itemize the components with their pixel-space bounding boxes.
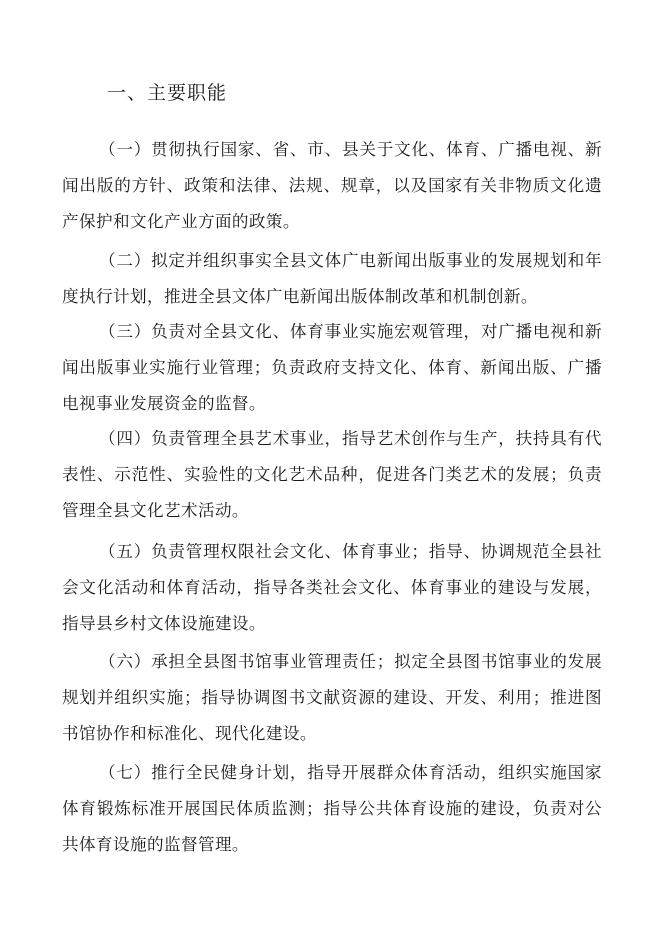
paragraph-3: （三）负责对全县文化、体育事业实施宏观管理，对广播电视和新闻出版事业实施行业管理；负责政府支持文化、体育、新闻出版、广播电视事业发展资金的监督。: [62, 321, 602, 413]
paragraph-5: （五）负责管理权限社会文化、体育事业；指导、协调规范全县社会文化活动和体育活动，指导各类社会文化、体育事业的建设与发展，指导县乡村文体设施建设。: [62, 541, 602, 633]
paragraph-7: （七）推行全民健身计划，指导开展群众体育活动，组织实施国家体育锻炼标准开展国民体质监测；指导公共体育设施的建设，负责对公共体育设施的监督管理。: [62, 762, 602, 854]
paragraph-6: （六）承担全县图书馆事业管理责任；拟定全县图书馆事业的发展规划并组织实施；指导协调图书文献资源的建设、开发、利用；推进图书馆协作和标准化、现代化建设。: [62, 651, 602, 743]
section-title: 一、主要职能: [107, 82, 228, 104]
paragraph-4: （四）负责管理全县艺术事业，指导艺术创作与生产，扶持具有代表性、示范性、实验性的文化艺术品种，促进各门类艺术的发展；负责管理全县文化艺术活动。: [62, 428, 602, 520]
paragraph-1: （一）贯彻执行国家、省、市、县关于文化、体育、广播电视、新闻出版的方针、政策和法律、法规、规章，以及国家有关非物质文化遗产保护和文化产业方面的政策。: [62, 139, 602, 231]
paragraph-2: （二）拟定并组织事实全县文体广电新闻出版事业的发展规划和年度执行计划，推进全县文体广电新闻出版体制改革和机制创新。: [62, 250, 602, 306]
